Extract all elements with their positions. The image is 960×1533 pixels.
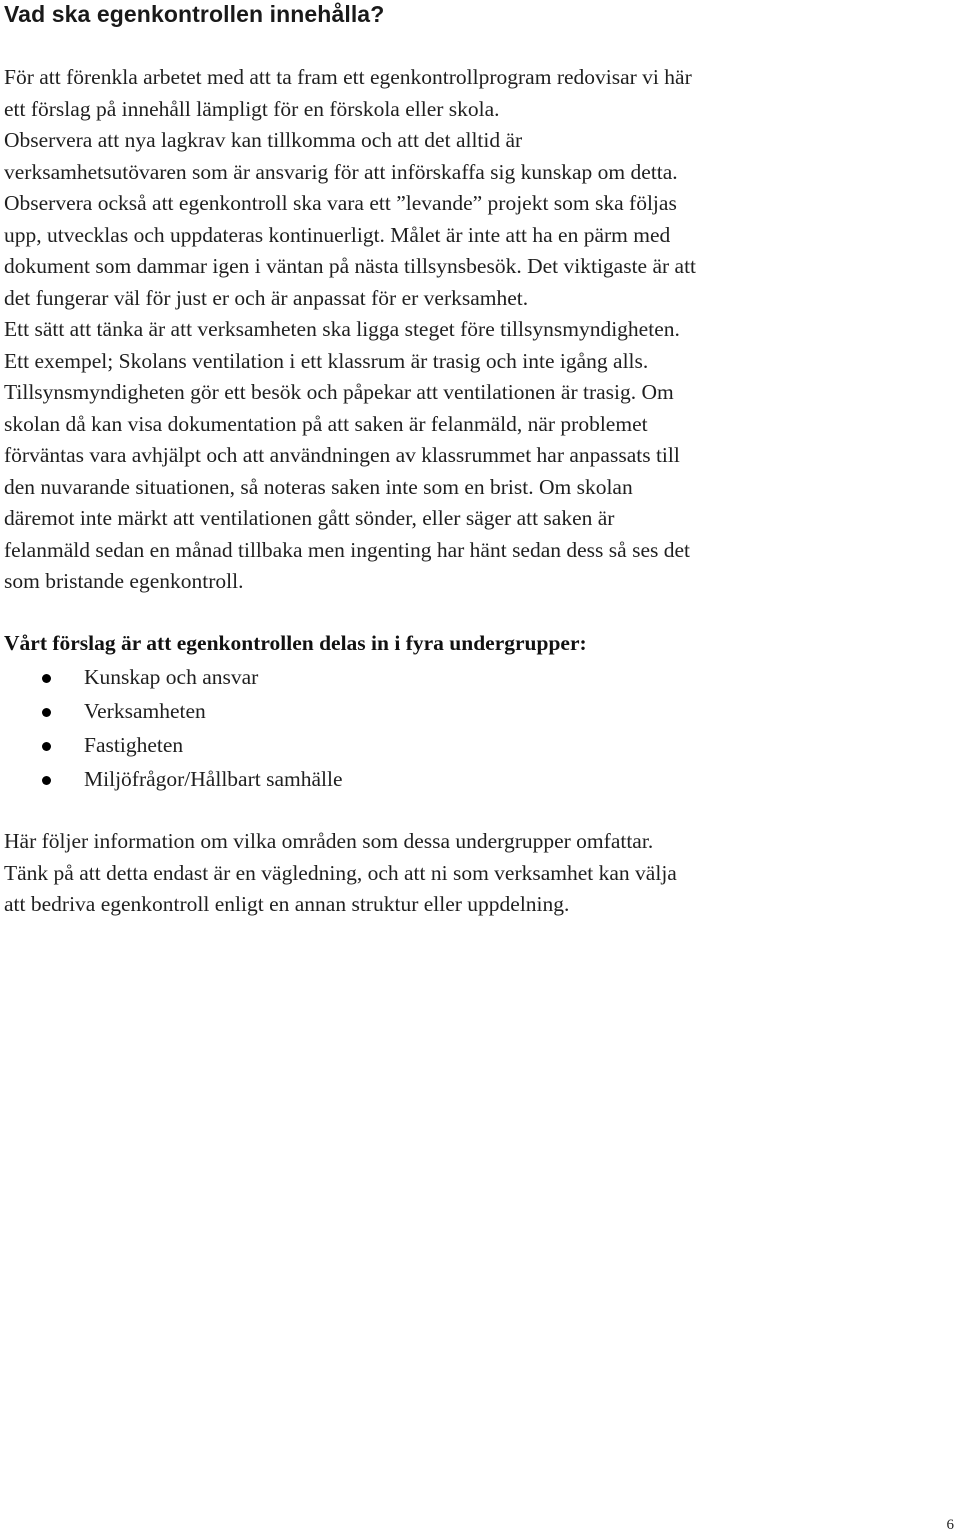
intro-line: Tillsynsmyndigheten gör ett besök och påpekar att ventilationen är trasig. Om — [4, 380, 674, 404]
intro-line: den nuvarande situationen, så noteras saken inte som en brist. Om skolan — [4, 474, 633, 499]
intro-line: verksamhetsutövaren som är ansvarig för att införskaffa sig kunskap om detta. — [4, 159, 678, 184]
page-number: 6 — [946, 1517, 954, 1533]
intro-line: förväntas vara avhjälpt och att användningen av klassrummet har anpassats till — [4, 443, 680, 467]
closing-paragraph — [4, 826, 677, 921]
intro-line: skolan då kan visa dokumentation på att saken är felanmäld, när problemet — [4, 411, 648, 436]
intro-line: som bristande egenkontroll. — [4, 569, 244, 593]
intro-line: Ett sätt att tänka är att verksamheten ska ligga steget före tillsynsmyndigheten. — [4, 317, 680, 341]
list-item — [4, 695, 343, 729]
intro-line: För att förenkla arbetet med att ta fram ett egenkontrollprogram redovisar vi här — [4, 65, 692, 89]
subgroups-list — [4, 661, 343, 797]
subgroups-heading: Vårt förslag är att egenkontrollen delas in i fyra undergrupper: — [4, 631, 587, 655]
closing-line: att bedriva egenkontroll enligt en annan struktur eller uppdelning. — [4, 892, 570, 916]
list-item-label: Verksamheten — [84, 699, 206, 723]
bullet-icon — [42, 776, 51, 785]
list-item-label: Kunskap och ansvar — [84, 665, 259, 689]
intro-line: Observera att nya lagkrav kan tillkomma och att det alltid är — [4, 128, 523, 152]
list-item — [4, 729, 343, 763]
page-heading: Vad ska egenkontrollen innehålla? — [4, 1, 385, 27]
intro-line: felanmäld sedan en månad tillbaka men ingenting har hänt sedan dess så ses det — [4, 537, 690, 562]
list-item — [4, 661, 343, 695]
list-item-label: Fastigheten — [84, 733, 184, 757]
bullet-icon — [42, 674, 51, 683]
closing-line: Här följer information om vilka områden som dessa undergrupper omfattar. — [4, 829, 654, 853]
list-item — [4, 763, 343, 797]
intro-line: det fungerar väl för just er och är anpassat för er verksamhet. — [4, 285, 529, 310]
bullet-icon — [42, 708, 51, 717]
intro-line: upp, utvecklas och uppdateras kontinuerligt. Målet är inte att ha en pärm med — [4, 222, 671, 247]
closing-line: Tänk på att detta endast är en vägledning, och att ni som verksamhet kan välja — [4, 860, 677, 885]
list-item-label: Miljöfrågor/Hållbart samhälle — [84, 767, 343, 791]
intro-line: Ett exempel; Skolans ventilation i ett klassrum är trasig och inte igång alls. — [4, 348, 649, 373]
intro-line: däremot inte märkt att ventilationen gått sönder, eller säger att saken är — [4, 506, 615, 530]
bullet-icon — [42, 742, 51, 751]
document-page — [4, 0, 954, 916]
intro-line: ett förslag på innehåll lämpligt för en förskola eller skola. — [4, 96, 500, 121]
intro-line: Observera också att egenkontroll ska vara ett ”levande” projekt som ska följas — [4, 191, 677, 215]
intro-paragraph — [4, 62, 696, 598]
intro-line: dokument som dammar igen i väntan på nästa tillsynsbesök. Det viktigaste är att — [4, 254, 697, 278]
